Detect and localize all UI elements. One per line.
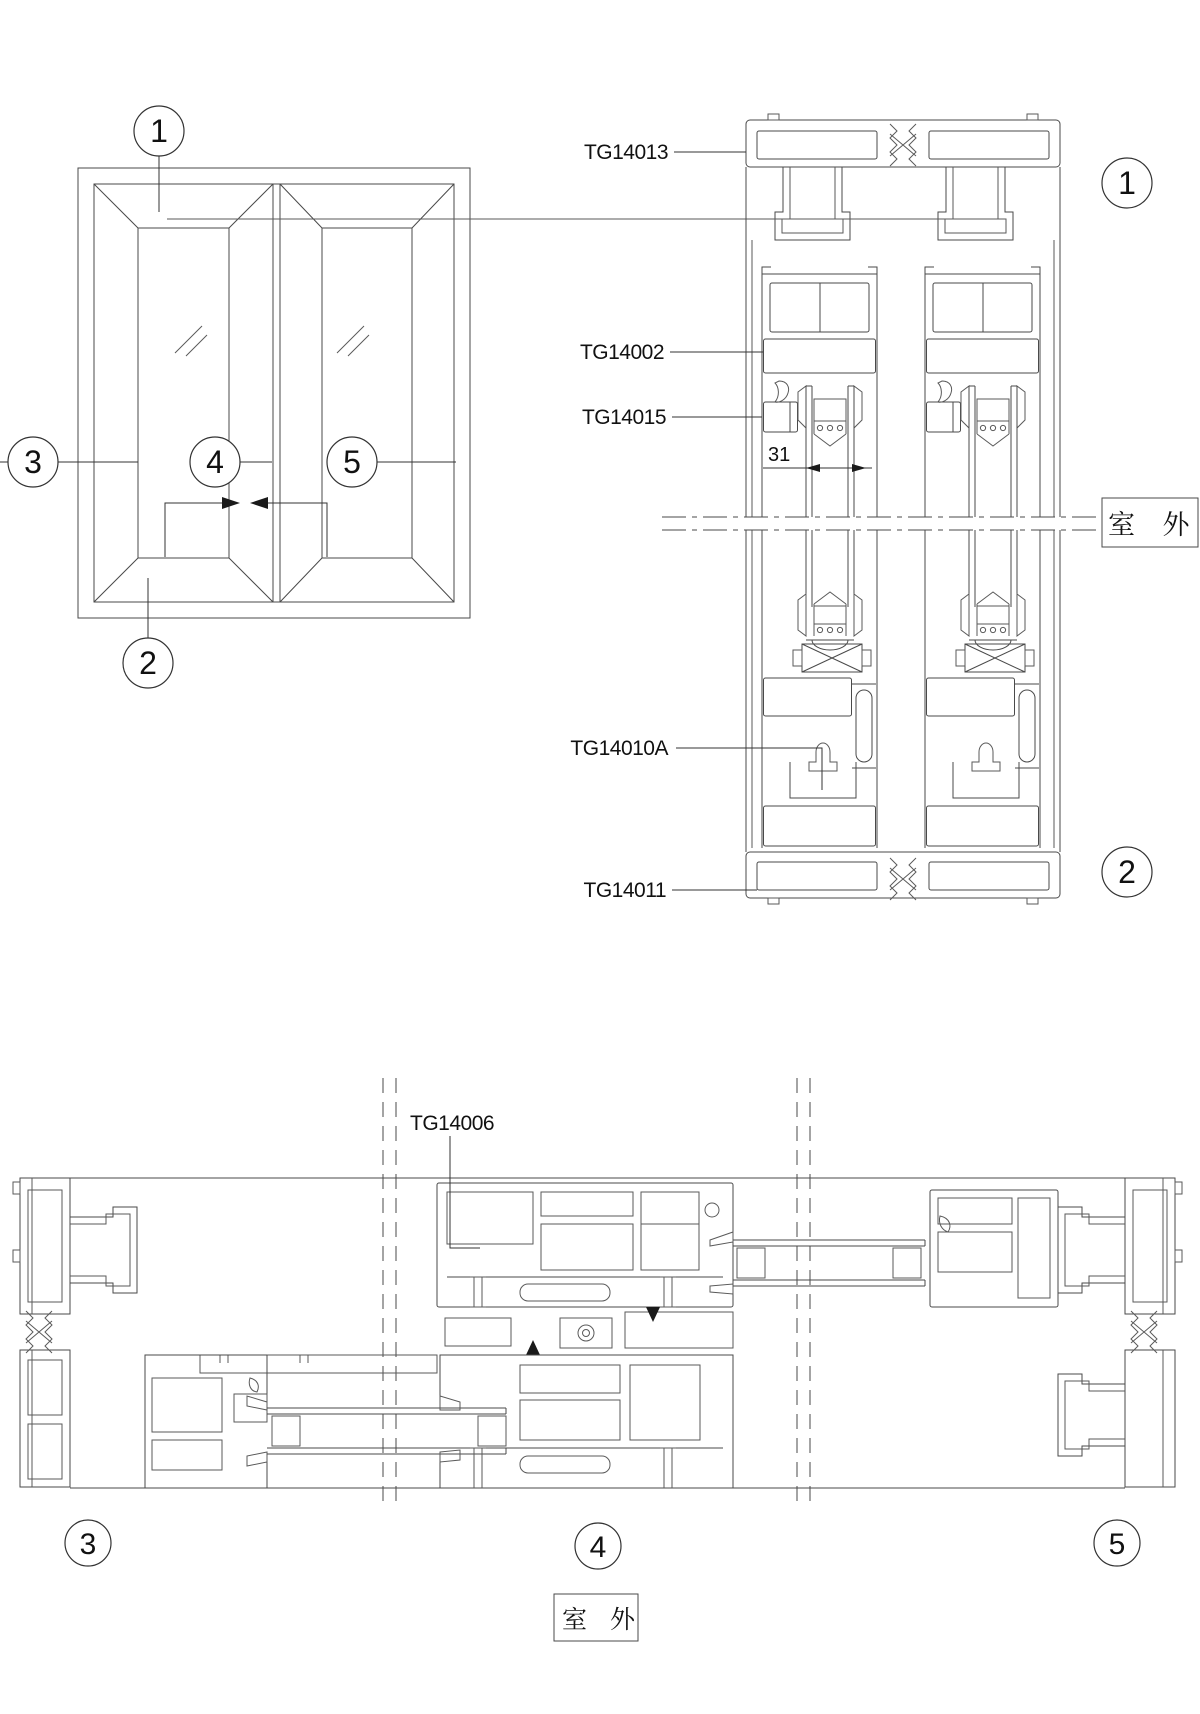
callout-2-elevation [123,578,173,688]
svg-text:TG14002: TG14002 [579,341,664,364]
svg-text:TG14006: TG14006 [410,1112,495,1135]
dimension-31 [763,444,872,472]
part-label-tg14013 [584,141,746,164]
svg-text:TG14010A: TG14010A [570,737,668,760]
svg-text:TG14013: TG14013 [583,141,668,164]
part-label-tg14006 [410,1112,494,1248]
elevation-view [0,106,470,688]
callout-4-section [575,1523,621,1569]
svg-text:TG14015: TG14015 [581,406,666,429]
part-label-tg14010a [570,737,822,790]
svg-text:1: 1 [1118,165,1136,201]
outdoor-label-right: 室 外 [1108,510,1200,540]
meeting-stile-top-row [437,1183,733,1307]
callout-1-label: 1 [150,113,168,149]
svg-text:5: 5 [1108,1528,1126,1561]
callout-1-elevation [134,106,184,212]
callout-2-label: 2 [139,645,157,681]
callout-1-section [1102,158,1152,208]
brush-seal-icon [646,1307,660,1322]
callout-3-label: 3 [24,444,42,480]
callout-5-section [1094,1520,1140,1566]
callout-5-label: 5 [343,444,361,480]
sill-profile [746,852,1060,904]
part-label-tg14011 [584,879,758,902]
head-profile [746,114,1060,167]
callout-4-elevation [190,437,272,487]
brush-seal-icon [526,1340,540,1355]
glass-symbol-right [337,326,369,356]
left-stile-bottom-row [145,1355,437,1488]
glass-bottom-row [267,1408,506,1454]
callout-3-elevation [0,437,138,487]
outdoor-label-bottom: 室 外 [562,1606,643,1634]
svg-text:4: 4 [589,1531,607,1564]
glass-top-row [733,1240,925,1286]
horizontal-section-view [13,1078,1182,1641]
outdoor-box-bottom [554,1594,643,1641]
meeting-stile-bottom-row [440,1355,733,1488]
interlock-detail [445,1307,733,1355]
part-label-tg14002 [580,341,763,364]
right-jamb-profile [1058,1178,1182,1487]
dimension-31-value: 31 [768,444,791,466]
right-stile-top-row [930,1190,1058,1307]
svg-text:TG14011: TG14011 [583,879,666,902]
callout-3-section [65,1520,111,1566]
glass-symbol-left [175,326,207,356]
slide-arrow-right-panel [250,497,327,557]
left-jamb-profile [13,1178,137,1487]
callout-5-elevation [327,437,456,487]
svg-text:2: 2 [1118,854,1136,890]
callout-4-label: 4 [206,444,224,480]
svg-text:3: 3 [79,1528,97,1561]
callout-2-section [1102,847,1152,897]
part-label-tg14015 [582,406,762,429]
outdoor-box-right [1102,498,1200,547]
